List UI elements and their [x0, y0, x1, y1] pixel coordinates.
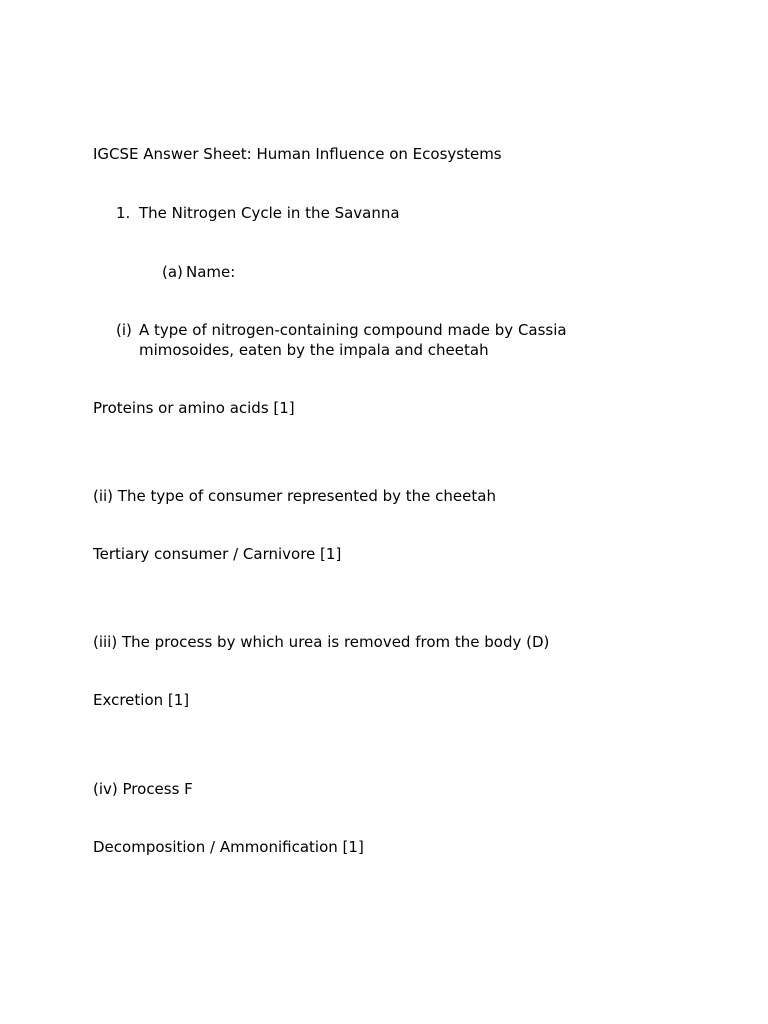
- question-1-answer: Proteins or amino acids [1]: [93, 399, 295, 417]
- subpart-label: (a): [162, 263, 183, 281]
- document-title: IGCSE Answer Sheet: Human Influence on Ecosystems: [93, 145, 502, 163]
- subpart-text: Name:: [186, 263, 236, 281]
- question-4-answer: Decomposition / Ammonification [1]: [93, 838, 364, 856]
- question-3-answer: Excretion [1]: [93, 691, 190, 709]
- question-4-prompt: (iv) Process F: [93, 780, 193, 798]
- section-number: 1.: [116, 204, 131, 222]
- question-1-label: (i): [116, 321, 132, 339]
- question-2-answer: Tertiary consumer / Carnivore [1]: [93, 545, 342, 563]
- question-2-prompt: (ii) The type of consumer represented by the cheetah: [93, 487, 496, 505]
- question-3-prompt: (iii) The process by which urea is removed from the body (D): [93, 633, 550, 651]
- question-1-prompt: A type of nitrogen-containing compound made by Cassia mimosoides, eaten by the impala and cheetah: [139, 321, 567, 359]
- section-heading: The Nitrogen Cycle in the Savanna: [139, 204, 400, 222]
